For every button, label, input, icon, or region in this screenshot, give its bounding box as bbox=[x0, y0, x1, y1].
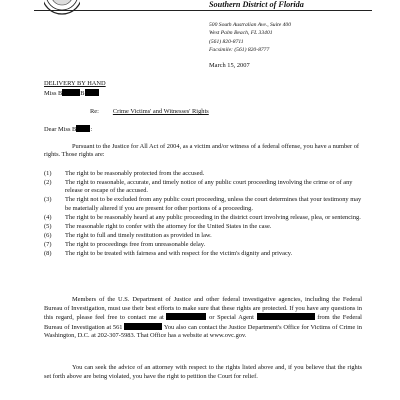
right-text: The right to be treated with fairness and with respect for the victim's dignity and privacy. bbox=[65, 250, 293, 258]
delivery-line: DELIVERY BY HAND bbox=[44, 80, 106, 87]
letterhead-rule bbox=[34, 10, 372, 11]
right-text: The right to full and timely restitution as provided in law. bbox=[65, 231, 212, 239]
right-item-7 bbox=[44, 241, 364, 249]
right-text: The reasonable right to confer with the attorney for the United States in the case. bbox=[65, 222, 272, 230]
closing-paragraph: You can seek the advice of an attorney with respect to the rights listed above and, if you believe that the rights set forth above are being violated, you have the right to petition the Court for relief. bbox=[44, 364, 362, 380]
right-number: (5) bbox=[44, 222, 52, 230]
contact-text-a: Members of the U.S. Department of Justice and other federal investigative agencies, including the Federal Bureau of Investigation, must use their best efforts to make sure that these rights are protected. If you have any questions in this regard, please feel free to contact me at bbox=[44, 296, 362, 321]
right-number: (1) bbox=[44, 170, 52, 177]
right-number: (6) bbox=[44, 231, 52, 239]
re-subject: Crime Victims' and Witnesses' Rights bbox=[112, 108, 209, 115]
salutation-suffix: : bbox=[90, 126, 93, 133]
address-phone: (561) 820-8711 bbox=[209, 38, 244, 45]
addressee-prefix: Miss B bbox=[44, 90, 63, 97]
redaction-bar bbox=[166, 313, 206, 320]
right-text: The right not to be excluded from any public court proceeding, unless the court determines that your testimony may be materially altered if you are present for other portions of a proceeding. bbox=[65, 196, 362, 212]
right-text: The right to proceedings free from unreasonable delay. bbox=[65, 240, 206, 248]
contact-paragraph bbox=[44, 296, 362, 341]
right-number: (4) bbox=[44, 213, 52, 221]
right-item-1 bbox=[44, 170, 364, 178]
letterhead-address bbox=[209, 21, 291, 54]
right-number: (2) bbox=[44, 179, 52, 187]
redaction-bar bbox=[124, 323, 162, 330]
contact-text-c: from the Federal Bureau of Investigation at 561 bbox=[44, 314, 362, 331]
letter-date: March 15, 2007 bbox=[209, 62, 250, 69]
department-seal-icon bbox=[44, 0, 80, 16]
right-text: The right to be reasonably heard at any public proceeding in the district court involving release, plea, or sentencing. bbox=[65, 213, 361, 221]
right-item-8 bbox=[44, 250, 364, 258]
right-text: The right to be reasonably protected from the accused. bbox=[65, 170, 205, 177]
intro-paragraph: Pursuant to the Justice for All Act of 2004, as a victim and/or witness of a federal offense, you have a number of rights. Those rights are: bbox=[44, 143, 360, 159]
contact-text-d: You also can contact the Justice Department's Office for Victims of Crime in Washington, D.C. at 202-307-5983. That Office has a website at www.ovc.gov. bbox=[44, 323, 362, 339]
right-item-2 bbox=[44, 179, 364, 195]
re-label: Re: bbox=[90, 108, 99, 115]
address-city: West Palm Beach, FL 33401 bbox=[209, 30, 273, 37]
redaction-bar bbox=[76, 125, 93, 133]
right-text: The right to reasonable, accurate, and timely notice of any public court proceeding involving the crime or of any release or escape of the accused. bbox=[65, 179, 353, 195]
right-number: (8) bbox=[44, 250, 52, 258]
addressee-line bbox=[44, 89, 99, 97]
rights-list bbox=[44, 170, 364, 259]
right-item-3 bbox=[44, 196, 364, 212]
redaction-bar bbox=[257, 313, 315, 320]
right-item-5 bbox=[44, 223, 364, 231]
right-item-4 bbox=[44, 214, 364, 222]
right-number: (3) bbox=[44, 196, 52, 204]
right-number: (7) bbox=[44, 240, 52, 248]
addressee-mid: B bbox=[80, 90, 85, 97]
right-item-6 bbox=[44, 232, 364, 240]
re-line bbox=[90, 108, 209, 115]
redaction-bar bbox=[62, 89, 80, 96]
contact-text-b: or Special Agent bbox=[209, 314, 254, 321]
address-street: 500 South Australian Ave., Suite 400 bbox=[209, 22, 291, 28]
salutation bbox=[44, 125, 92, 133]
salutation-prefix: Dear Miss B bbox=[44, 126, 77, 133]
letterhead-district: Southern District of Florida bbox=[209, 0, 304, 9]
redaction-bar bbox=[85, 89, 99, 96]
address-fax: Facsimile: (561) 820-8777 bbox=[209, 46, 270, 53]
